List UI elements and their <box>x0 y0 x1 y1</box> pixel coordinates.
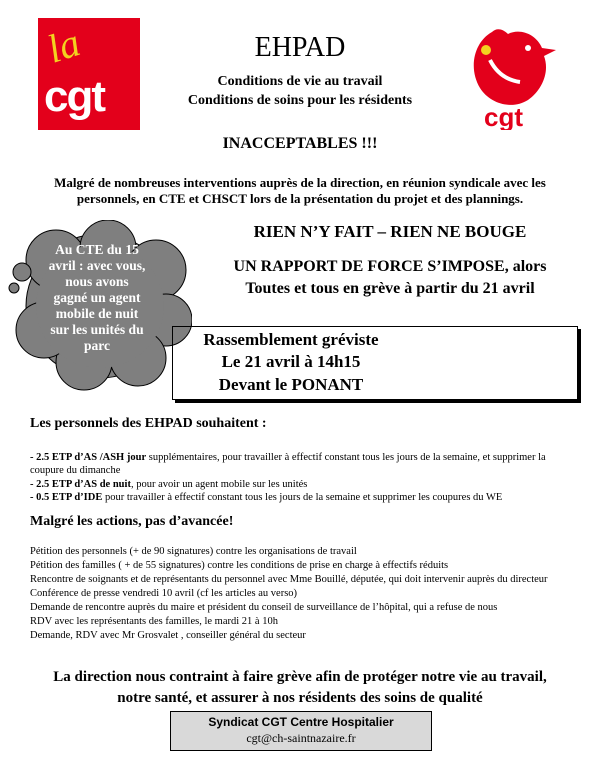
action-item: Pétition des personnels (+ de 90 signatures) contre les organisations de travail <box>30 546 357 557</box>
cloud-line: avril : avec vous, <box>48 258 146 273</box>
action-item: Demande de rencontre auprès du maire et président du conseil de surveillance de l’hôpital, qui a refuse de nous <box>30 602 498 613</box>
demand-item-text: , pour avoir un agent mobile sur les unités <box>130 479 308 490</box>
cloud-line: parc <box>84 338 110 353</box>
logo-cgt-text: cgt <box>44 72 104 121</box>
action-item: Demande, RDV avec Mr Grosvalet , conseiller général du secteur <box>30 630 306 641</box>
action-item: Pétition des familles ( + de 55 signatures) contre les conditions de prise en charge à effectifs réduits <box>30 560 449 571</box>
slogan-rien: RIEN N’Y FAIT – RIEN NE BOUGE <box>253 222 527 241</box>
section-title-personnels: Les personnels des EHPAD souhaitent : <box>30 416 267 431</box>
demand-item-text: pour travailler à effectif constant tous les jours de la semaine et supprimer les coupures du WE <box>102 492 503 503</box>
footer-email[interactable]: cgt@ch-saintnazaire.fr <box>246 731 356 745</box>
section-title-actions: Malgré les actions, pas d’avancée! <box>30 514 234 529</box>
demand-item-text: supplémentaires, pour travailler à effectif constant tous les jours de la semaine, et supprimer la coupure du dimanche <box>30 452 546 476</box>
demand-item-bold: - 2.5 ETP d’AS de nuit <box>30 479 131 490</box>
page-title: EHPAD <box>254 32 346 63</box>
demand-item-bold: - 0.5 ETP d’IDE <box>30 492 103 503</box>
cloud-line: mobile de nuit <box>55 306 139 321</box>
action-item: Conférence de presse vendredi 10 avril (cf les articles au verso) <box>30 588 298 599</box>
logo-la-text: la <box>41 19 86 72</box>
footer-box <box>170 711 432 751</box>
rassemblement-box <box>172 326 578 400</box>
cloud-line: Au CTE du 15 <box>55 242 139 257</box>
demand-item <box>30 491 570 504</box>
cloud-line: nous avons <box>65 274 129 289</box>
footer-title: Syndicat CGT Centre Hospitalier <box>208 715 394 729</box>
demand-item <box>30 451 570 477</box>
rassemblement-line-2: Le 21 avril à 14h15 <box>221 352 361 371</box>
demand-item-bold: - 2.5 ETP d’AS /ASH jour <box>30 452 147 463</box>
conclusion-line-2: notre santé, et assurer à nos résidents des soins de qualité <box>117 690 483 706</box>
demand-item <box>30 478 570 491</box>
cloud-text <box>38 242 156 354</box>
conclusion <box>20 667 580 709</box>
action-item: RDV avec les représentants des familles, le mardi 21 à 10h <box>30 616 278 627</box>
logo-right-cgt-text: cgt <box>484 102 523 130</box>
conclusion-line-1: La direction nous contraint à faire grève afin de protéger notre vie au travail, <box>53 669 547 685</box>
subtitle-line-2: Conditions de soins pour les résidents <box>187 93 413 108</box>
actions-list <box>30 545 560 643</box>
cloud-line: sur les unités du <box>50 322 144 337</box>
headline: INACCEPTABLES !!! <box>222 135 378 152</box>
bird-icon <box>474 29 556 105</box>
cloud-line: gagné un agent <box>53 290 141 305</box>
cgt-bird-logo <box>462 20 560 130</box>
intro-paragraph: Malgré de nombreuses interventions auprès de la direction, en réunion syndicale avec les personnels, en CTE et CHSCT lors de la présentation du projet et des plannings. <box>54 175 546 206</box>
action-item: Rencontre de soignants et de représentants du personnel avec Mme Bouillé, députée, qui doit intervenir auprès du directeur <box>30 574 548 585</box>
cgt-logo-left <box>38 18 140 130</box>
subtitle-line-1: Conditions de vie au travail <box>217 74 383 89</box>
rassemblement-line-1: Rassemblement gréviste <box>203 330 379 349</box>
slogan-greve: Toutes et tous en grève à partir du 21 avril <box>245 280 535 297</box>
rassemblement-line-3: Devant le PONANT <box>218 375 364 394</box>
slogan-rapport: UN RAPPORT DE FORCE S’IMPOSE, alors <box>233 258 547 275</box>
